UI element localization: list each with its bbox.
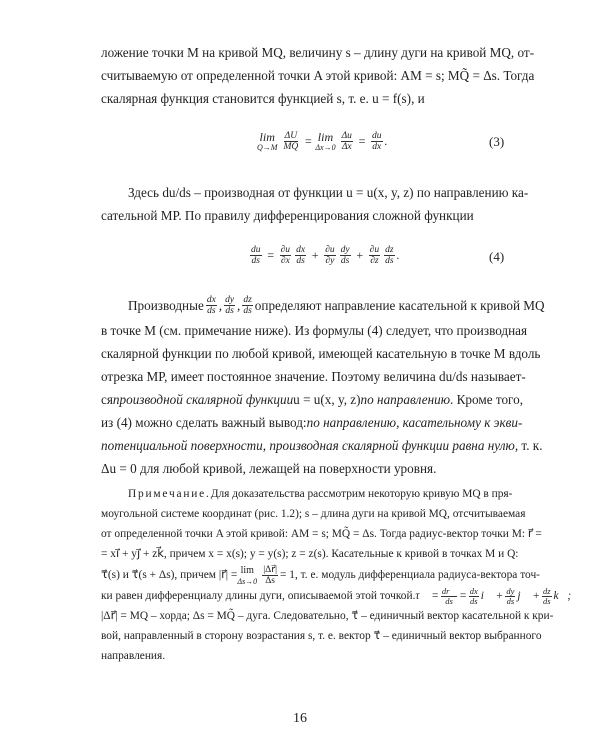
comma: , [237,298,241,313]
fraction [340,245,351,266]
numerator: dy [225,295,235,305]
numerator: dy [506,586,515,596]
numerator: dz [542,586,551,596]
period: . [396,248,400,262]
equals-sign: = [459,590,467,602]
limit-text: lim [259,130,275,144]
equation-4 [248,245,400,266]
text-run: определяют направление касательной к кривой MQ [254,298,545,313]
numerator: dr⃗ [441,586,457,596]
fraction [441,587,457,606]
paragraph-line: считываемую от определенной точки A этой кривой: AM = s; MQ̃ = Δs. Тогда [101,68,535,83]
text-run: τ⃗ = [415,590,439,602]
text-run: из (4) можно сделать важный вывод: [101,415,307,430]
limit [237,565,257,586]
plus-sign: + [311,248,320,262]
italic-text: потенциальной поверхности, производная скалярной функции равна нулю [101,438,515,453]
fraction [341,131,353,152]
fraction [505,587,515,606]
text-run: , т. к. [514,438,543,453]
denominator: ∂y [325,256,335,266]
note-label: Примечание. [128,488,211,500]
numerator: dz [385,245,394,255]
limit-text: lim [317,130,334,144]
note-line [128,487,515,502]
numerator: dx [296,245,306,255]
fraction [224,295,235,316]
equation-3 [257,131,388,152]
note-line: моугольной системе координат (рис. 1.2); s – длина дуги на кривой MQ, отсчитываемая [101,508,526,520]
denominator: ds [225,306,234,316]
italic-text: по направлению [360,392,451,407]
denominator: ds [251,256,260,266]
fraction [324,245,335,266]
equation-number: (3) [489,134,505,149]
fraction [250,245,262,266]
denominator: dx [372,142,382,152]
note-line: от определенной точки A этой кривой: AM = s; MQ̃ = Δs. Тогда радиус-вектор точки M: r⃗ = [101,528,542,540]
fraction [369,245,380,266]
paragraph-line: скалярная функция становится функцией s, т. е. u = f(s), и [101,91,425,106]
denominator: ds [385,256,394,266]
italic-text: производной скалярной функции [112,392,294,407]
page-number: 16 [293,711,307,726]
limit [257,131,277,152]
paragraph-line [101,437,543,454]
numerator: Δu [341,131,352,141]
numerator: dy [340,245,350,255]
paragraph-line [101,391,524,408]
numerator: ΔU [284,131,298,141]
fraction [295,245,306,266]
note-line [101,565,540,586]
denominator: ds [207,306,216,316]
fraction [262,565,278,586]
italic-text: по направлению, касательному к экви- [306,415,523,430]
fraction [371,131,383,152]
numerator: dx [469,586,478,596]
paragraph-line: отрезка MP, имеет постоянное значение. Поэтому величина du/ds называет- [101,369,526,384]
denominator: ds [470,596,478,606]
denominator: ds [296,256,305,266]
paragraph-line: сательной MP. По правилу дифференцирования сложной функции [101,208,474,223]
inline-fractions [204,295,255,316]
note-line: |Δr⃗| = MQ – хорда; Δs = MQ̃ – дуга. Следовательно, τ⃗ – единичный вектор касательной к кри- [101,610,554,622]
denominator: ds [542,596,551,606]
period: . [384,134,388,148]
denominator: ds [445,596,453,606]
text-run: ки равен дифференциалу длины дуги, описываемой этой точкой. [101,590,416,602]
limit [315,131,335,152]
text-run: . Кроме того, [450,392,524,407]
numerator: dz [243,295,252,305]
fraction [282,131,299,152]
numerator: dx [206,295,216,305]
plus-sign: + [355,248,364,262]
text-run: k⃗; [553,590,572,602]
text-run: j⃗ + [517,590,540,602]
limit-subscript: Δs→0 [237,577,258,586]
numerator: du [372,131,382,141]
numerator: du [251,245,261,255]
paragraph-line: Δu = 0 для любой кривой, лежащей на поверхности уровня. [101,461,437,476]
text-run: = 1, т. е. модуль дифференциала радиуса-вектора точ- [280,569,540,581]
paragraph-line: скалярной функции по любой кривой, имеющей касательную в точке M вдоль [101,346,541,361]
text-run: u = u(x, y, z) [293,392,361,407]
note-line: направления. [101,650,166,662]
equation-number: (4) [489,249,505,264]
limit-subscript: Q→M [257,143,278,152]
fraction [469,587,479,606]
text-run: Производные [128,298,204,313]
fraction [542,587,552,606]
note-line [101,586,572,606]
text-run: τ⃗(s) и τ⃗(s + Δs), причем |r⃗| = [101,569,238,581]
equals-sign: = [266,248,275,262]
equals-sign: = [304,134,313,148]
note-line: вой, направленный в сторону возрастания s, т. е. вектор τ⃗ – единичный вектор выбранного [101,630,542,642]
paragraph-line [101,414,523,431]
fraction [280,245,291,266]
fraction [384,245,394,266]
equals-sign: = [357,134,367,148]
denominator: Δx [341,142,352,152]
text-run: i⃗ + [480,590,504,602]
denominator: ds [340,256,350,266]
numerator: ∂u [325,245,335,255]
denominator: ∂z [370,256,379,266]
denominator: Δs [265,576,275,586]
numerator: ∂u [369,245,380,255]
fraction [242,295,252,316]
paragraph-line: в точке M (см. примечание ниже). Из формулы (4) следует, что производная [101,323,528,338]
limit-text: lim [240,565,254,576]
fraction [206,295,217,316]
paragraph-line: Здесь du/ds – производная от функции u = u(x, y, z) по направлению ка- [128,185,529,200]
text-run: Для доказательства рассмотрим некоторую кривую MQ в пря- [210,488,513,500]
note-line: = xi⃗ + yj⃗ + zk⃗, причем x = x(s); y = y(s); z = z(s). Касательные к кривой в точках M и Q: [101,548,519,560]
comma: , [218,298,223,313]
limit-subscript: Δx→0 [315,143,336,152]
denominator: ds [243,306,252,316]
denominator: ∂x [280,256,290,266]
denominator: ds [506,596,515,606]
numerator: |Δr⃗| [263,565,278,575]
denominator: MQ [283,142,299,152]
paragraph-line [128,295,545,316]
tangent-vector-formula [415,587,571,606]
numerator: ∂u [280,245,291,255]
text-run: ся [101,392,113,407]
paragraph-line: ложение точки M на кривой MQ, величину s – длину дуги на кривой MQ, от- [101,45,535,60]
